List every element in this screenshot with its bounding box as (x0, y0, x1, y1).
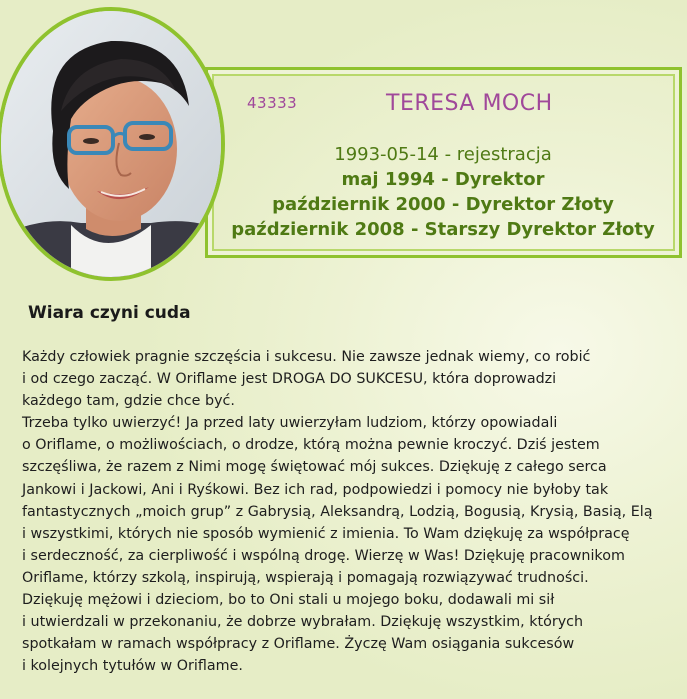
body-line: Oriflame, którzy szkolą, inspirują, wspierają i pomagają rozwiązywać trudności. (22, 569, 589, 586)
body-line: Jankowi i Jackowi, Ani i Ryśkowi. Bez ich rad, podpowiedzi i pomocy nie byłoby tak (22, 481, 609, 498)
body-line: każdego tam, gdzie chce być. (22, 393, 235, 410)
milestones-list (214, 142, 672, 242)
body-line: i kolejnych tytułów w Oriflame. (22, 658, 243, 675)
member-id: 43333 (247, 94, 298, 112)
body-line: o Oriflame, o możliwościach, o drodze, którą można pewnie kroczyć. Dziś jestem (22, 437, 600, 454)
article-body (22, 346, 670, 677)
body-line: i serdeczność, za cierpliwość i wspólną drogę. Wierzę w Was! Dziękuję pracownikom (22, 547, 625, 564)
body-line: i od czego zacząć. W Oriflame jest DROGA DO SUKCESU, która doprowadzi (22, 371, 557, 388)
article-heading: Wiara czyni cuda (28, 303, 191, 323)
body-line: i wszystkimi, których nie sposób wymienić z imienia. To Wam dziękuję za współpracę (22, 525, 630, 542)
body-line: fantastycznych „moich grup” z Gabrysią, Aleksandrą, Lodzią, Bogusią, Krysią, Basią, Elą (22, 503, 653, 520)
body-line: Trzeba tylko uwierzyć! Ja przed laty uwierzyłam ludziom, którzy opowiadali (22, 415, 558, 432)
body-line: Każdy człowiek pragnie szczęścia i sukcesu. Nie zawsze jednak wiemy, co robić (22, 349, 591, 365)
milestone-director: maj 1994 - Dyrektor (341, 169, 545, 190)
body-line: spotkałam w ramach współpracy z Oriflame. Życzę Wam osiągania sukcesów (22, 636, 575, 653)
body-line: Dziękuję mężowi i dzieciom, bo to Oni stali u mojego boku, dodawali mi sił (22, 592, 555, 609)
milestone-senior-gold-director: październik 2008 - Starszy Dyrektor Złoty (231, 219, 655, 240)
body-line: szczęśliwa, że razem z Nimi mogę świętować mój sukces. Dziękuję z całego serca (22, 459, 607, 476)
milestone-registration: 1993-05-14 - rejestracja (334, 144, 552, 165)
member-name: TERESA MOCH (386, 91, 553, 116)
portrait-photo (0, 7, 225, 281)
milestone-gold-director: październik 2000 - Dyrektor Złoty (272, 194, 614, 215)
portrait-image (1, 11, 225, 281)
body-line: i utwierdzali w przekonaniu, że dobrze wybrałam. Dziękuję wszystkim, których (22, 614, 584, 631)
